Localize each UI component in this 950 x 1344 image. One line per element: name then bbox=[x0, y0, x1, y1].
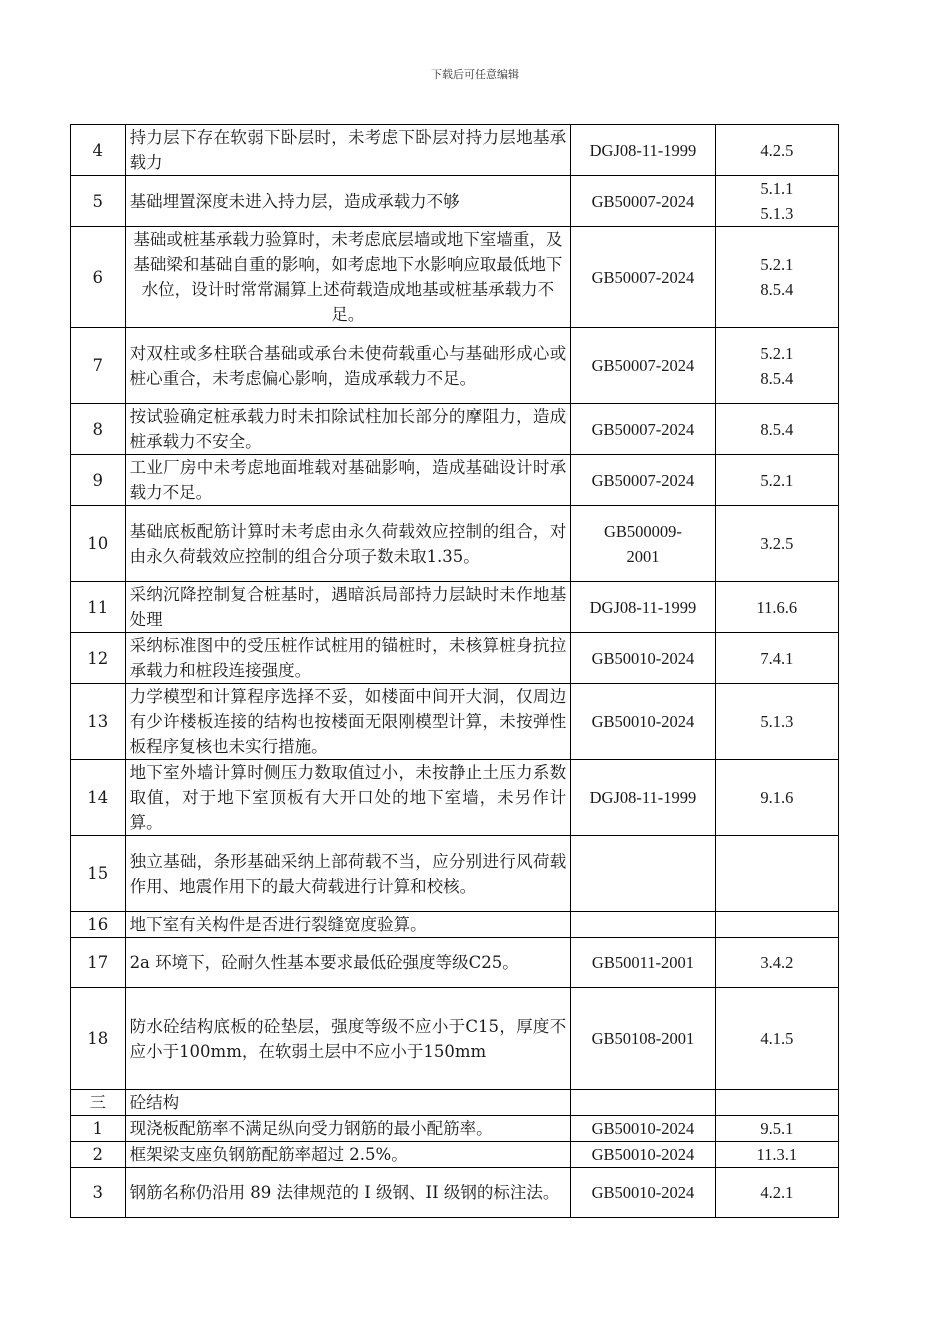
standard-code bbox=[571, 176, 716, 227]
description-text: 防水砼结构底板的砼垫层，强度等级不应小于C15，厚度不应小于100mm，在软弱土层中不应小于150mm bbox=[129, 1016, 567, 1061]
table-row bbox=[71, 176, 839, 227]
description-text: 2a 环境下，砼耐久性基本要求最低砼强度等级C25。 bbox=[129, 953, 519, 972]
standard-code bbox=[571, 1142, 716, 1168]
standard-text: DGJ08-11-1999 bbox=[589, 597, 697, 617]
description-text: 基础底板配筋计算时未考虑由永久荷载效应控制的组合，对由永久荷载效应控制的组合分项子数未取1.35。 bbox=[129, 521, 567, 566]
row-number: 9 bbox=[71, 455, 126, 506]
table-row bbox=[71, 633, 839, 684]
clause-number bbox=[715, 582, 838, 633]
standard-code bbox=[571, 684, 716, 760]
page-header: 下载后可任意编辑 bbox=[431, 68, 519, 81]
standard-code bbox=[571, 912, 716, 938]
row-number: 三 bbox=[71, 1090, 126, 1116]
table-row bbox=[71, 988, 839, 1090]
clause-number bbox=[715, 455, 838, 506]
clause-text: 9.1.6 bbox=[760, 788, 794, 807]
table-row bbox=[71, 582, 839, 633]
description-text: 工业厂房中未考虑地面堆载对基础影响，造成基础设计时承载力不足。 bbox=[129, 458, 567, 502]
table-row bbox=[71, 125, 839, 176]
description-text: 现浇板配筋率不满足纵向受力钢筋的最小配筋率。 bbox=[129, 1119, 493, 1138]
standard-text: GB50007-2024 bbox=[591, 356, 695, 375]
table-row bbox=[71, 404, 839, 455]
clause-text: 3.2.5 bbox=[760, 534, 794, 553]
table-row bbox=[71, 912, 839, 938]
description-text: 采纳标准图中的受压桩作试桩用的锚桩时，未核算桩身抗拉承载力和桩段连接强度。 bbox=[129, 636, 567, 680]
standard-code bbox=[571, 227, 716, 328]
description-text: 按试验确定桩承载力时未扣除试柱加长部分的摩阻力，造成桩承载力不安全。 bbox=[129, 407, 567, 451]
issue-description bbox=[125, 1168, 571, 1218]
clause-text: 9.5.1 bbox=[760, 1119, 794, 1138]
clause-text: 5.1.3 bbox=[760, 712, 794, 731]
clause-text: 5.2.1 bbox=[760, 255, 794, 274]
table-row bbox=[71, 328, 839, 404]
standard-text: GB50108-2001 bbox=[591, 1029, 695, 1048]
issue-description bbox=[125, 684, 571, 760]
issue-description bbox=[125, 404, 571, 455]
row-number: 3 bbox=[71, 1168, 126, 1218]
row-number: 15 bbox=[71, 836, 126, 912]
table-row bbox=[71, 1090, 839, 1116]
row-number: 16 bbox=[71, 912, 126, 938]
clause-text: 8.5.4 bbox=[760, 419, 794, 439]
table-row bbox=[71, 684, 839, 760]
row-number: 12 bbox=[71, 633, 126, 684]
issue-description bbox=[125, 328, 571, 404]
clause-text: 11.3.1 bbox=[756, 1145, 798, 1164]
standard-text: GB50007-2024 bbox=[591, 267, 695, 287]
description-text: 持力层下存在软弱下卧层时，未考虑下卧层对持力层地基承载力 bbox=[129, 128, 567, 172]
description-text: 砼结构 bbox=[129, 1093, 180, 1112]
clause-number bbox=[715, 1142, 838, 1168]
standard-code bbox=[571, 1116, 716, 1142]
standard-code bbox=[571, 582, 716, 633]
clause-number bbox=[715, 1168, 838, 1218]
clause-text: 5.1.1 bbox=[760, 179, 794, 198]
clause-text: 4.1.5 bbox=[760, 1029, 794, 1048]
clause-number bbox=[715, 760, 838, 836]
issue-description bbox=[125, 1142, 571, 1168]
standard-text: GB50007-2024 bbox=[591, 470, 695, 490]
description-text: 框架梁支座负钢筋配筋率超过 2.5%。 bbox=[129, 1145, 408, 1164]
clause-text: 4.2.1 bbox=[760, 1183, 794, 1202]
row-number: 2 bbox=[71, 1142, 126, 1168]
description-text: 钢筋名称仍沿用 89 法律规范的 I 级钢、II 级钢的标注法。 bbox=[129, 1183, 560, 1202]
standard-text: GB500009- bbox=[603, 521, 682, 541]
standard-text: DGJ08-11-1999 bbox=[589, 788, 697, 807]
clause-number bbox=[715, 1116, 838, 1142]
clause-text: 5.2.1 bbox=[760, 343, 794, 363]
table-row bbox=[71, 1168, 839, 1218]
standard-text: 2001 bbox=[626, 546, 660, 566]
clause-number bbox=[715, 404, 838, 455]
standard-code bbox=[571, 988, 716, 1090]
row-number: 6 bbox=[71, 227, 126, 328]
clause-text: 3.4.2 bbox=[760, 953, 794, 972]
issue-description bbox=[125, 582, 571, 633]
clause-number bbox=[715, 1090, 838, 1116]
row-number: 4 bbox=[71, 125, 126, 176]
issue-description bbox=[125, 1116, 571, 1142]
description-text: 地下室外墙计算时侧压力数取值过小，未按静止土压力系数取值，对于地下室顶板有大开口处的地下室墙，未另作计算。 bbox=[129, 763, 567, 832]
table-row bbox=[71, 836, 839, 912]
issue-description bbox=[125, 912, 571, 938]
issue-description bbox=[125, 633, 571, 684]
standard-text: GB50010-2024 bbox=[591, 1183, 695, 1202]
issue-description bbox=[125, 455, 571, 506]
row-number: 17 bbox=[71, 938, 126, 988]
standard-code bbox=[571, 1090, 716, 1116]
standard-code bbox=[571, 633, 716, 684]
clause-text: 8.5.4 bbox=[760, 368, 794, 388]
standard-text: GB50007-2024 bbox=[591, 191, 695, 211]
clause-text: 5.1.3 bbox=[760, 204, 794, 223]
standard-code bbox=[571, 938, 716, 988]
table-row bbox=[71, 455, 839, 506]
row-number: 13 bbox=[71, 684, 126, 760]
clause-number bbox=[715, 506, 838, 582]
clause-number bbox=[715, 176, 838, 227]
description-text: 基础埋置深度未进入持力层，造成承载力不够 bbox=[129, 191, 460, 211]
standard-text: GB50010-2024 bbox=[591, 1119, 695, 1138]
standard-code bbox=[571, 404, 716, 455]
clause-number bbox=[715, 684, 838, 760]
clause-number bbox=[715, 227, 838, 328]
description-text: 对双柱或多柱联合基础或承台未使荷载重心与基础形成心或桩心重合，未考虑偏心影响，造成承载力不足。 bbox=[129, 343, 567, 388]
clause-number bbox=[715, 328, 838, 404]
clause-number bbox=[715, 912, 838, 938]
row-number: 1 bbox=[71, 1116, 126, 1142]
standard-text: GB50010-2024 bbox=[591, 712, 695, 731]
description-text: 独立基础，条形基础采纳上部荷载不当，应分别进行风荷载作用、地震作用下的最大荷载进行计算和校核。 bbox=[129, 851, 567, 896]
review-table bbox=[70, 124, 839, 1218]
standard-text: GB50010-2024 bbox=[591, 648, 695, 668]
standard-code bbox=[571, 836, 716, 912]
row-number: 11 bbox=[71, 582, 126, 633]
description-text: 地下室有关构件是否进行裂缝宽度验算。 bbox=[129, 915, 427, 934]
clause-number bbox=[715, 988, 838, 1090]
row-number: 7 bbox=[71, 328, 126, 404]
clause-number bbox=[715, 836, 838, 912]
issue-description bbox=[125, 176, 571, 227]
standard-text: GB50007-2024 bbox=[591, 419, 695, 439]
clause-number bbox=[715, 938, 838, 988]
clause-text: 8.5.4 bbox=[760, 280, 794, 299]
row-number: 5 bbox=[71, 176, 126, 227]
standard-text: DGJ08-11-1999 bbox=[589, 140, 697, 160]
description-text: 采纳沉降控制复合桩基时，遇暗浜局部持力层缺时未作地基处理 bbox=[129, 585, 567, 629]
standard-code bbox=[571, 1168, 716, 1218]
issue-description bbox=[125, 836, 571, 912]
clause-text: 4.2.5 bbox=[760, 140, 794, 160]
standard-code bbox=[571, 760, 716, 836]
clause-text: 5.2.1 bbox=[760, 470, 794, 490]
row-number: 14 bbox=[71, 760, 126, 836]
standard-code bbox=[571, 455, 716, 506]
clause-text: 11.6.6 bbox=[756, 597, 798, 617]
issue-description bbox=[125, 988, 571, 1090]
issue-description bbox=[125, 227, 571, 328]
standard-code bbox=[571, 125, 716, 176]
standard-text: GB50011-2001 bbox=[591, 953, 694, 972]
issue-description bbox=[125, 938, 571, 988]
row-number: 10 bbox=[71, 506, 126, 582]
standard-code bbox=[571, 506, 716, 582]
standard-text: GB50010-2024 bbox=[591, 1145, 695, 1164]
row-number: 18 bbox=[71, 988, 126, 1090]
table-row bbox=[71, 1116, 839, 1142]
issue-description bbox=[125, 760, 571, 836]
table-row bbox=[71, 760, 839, 836]
clause-number bbox=[715, 125, 838, 176]
table-row bbox=[71, 938, 839, 988]
issue-description bbox=[125, 506, 571, 582]
table-row bbox=[71, 1142, 839, 1168]
table-row bbox=[71, 506, 839, 582]
row-number: 8 bbox=[71, 404, 126, 455]
table-row bbox=[71, 227, 839, 328]
issue-description bbox=[125, 125, 571, 176]
issue-description bbox=[125, 1090, 571, 1116]
description-text: 力学模型和计算程序选择不妥，如楼面中间开大洞，仅周边有少许楼板连接的结构也按楼面无限刚模型计算，未按弹性板程序复核也未实行措施。 bbox=[129, 687, 567, 756]
clause-number bbox=[715, 633, 838, 684]
description-text: 基础或桩基承载力验算时，未考虑底层墙或地下室墙重，及基础梁和基础自重的影响，如考虑地下水影响应取最低地下水位，设计时常常漏算上述荷载造成地基或桩基承载力不足。 bbox=[133, 230, 563, 324]
standard-code bbox=[571, 328, 716, 404]
clause-text: 7.4.1 bbox=[760, 648, 794, 668]
